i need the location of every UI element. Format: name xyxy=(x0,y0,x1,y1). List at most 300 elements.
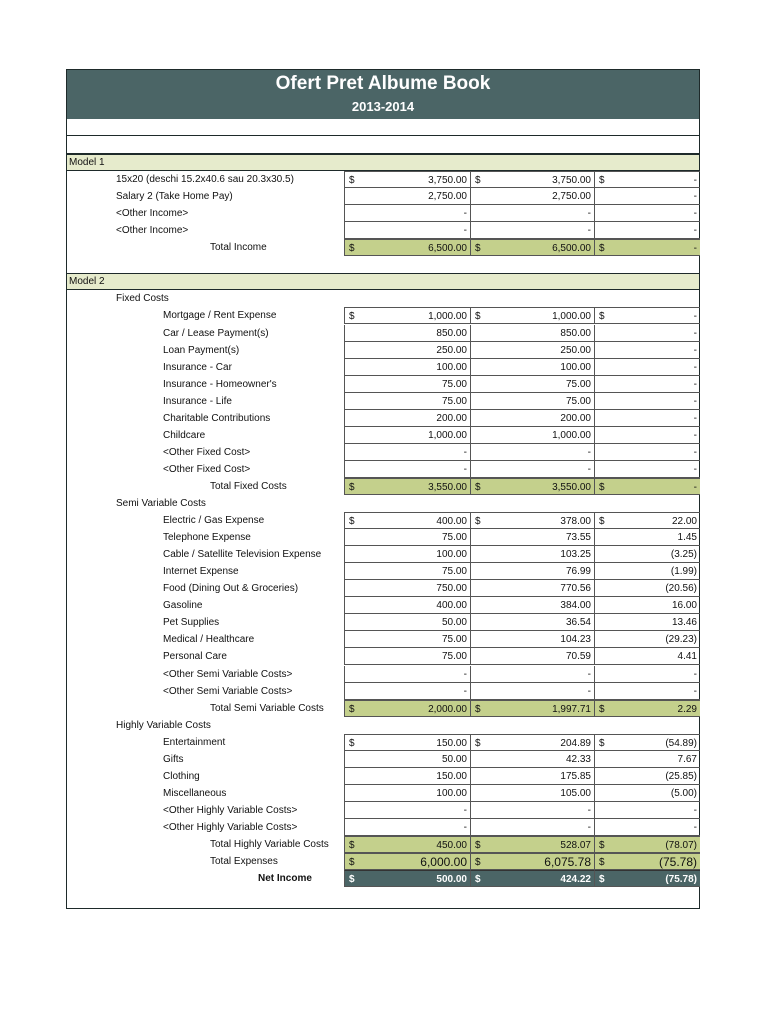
value-cells xyxy=(344,631,700,648)
value-cells xyxy=(344,700,700,717)
currency-symbol: $ xyxy=(475,737,481,749)
cell-value: 400.00 xyxy=(436,600,467,612)
row-label: Telephone Expense xyxy=(163,532,251,544)
cell-value: 200.00 xyxy=(436,412,467,424)
cell-value: (1.99) xyxy=(670,566,697,578)
actual-cell[interactable] xyxy=(470,785,594,802)
net-income-row xyxy=(67,870,699,887)
difference-cell[interactable] xyxy=(594,785,700,802)
currency-symbol: $ xyxy=(349,243,355,255)
row-label: <Other Highly Variable Costs> xyxy=(163,821,298,833)
difference-cell[interactable] xyxy=(594,410,700,427)
cell-value: - xyxy=(463,821,467,833)
difference-cell[interactable] xyxy=(594,427,700,444)
budget-cell[interactable] xyxy=(344,512,470,529)
row-label: <Other Highly Variable Costs> xyxy=(163,804,298,816)
difference-cell[interactable] xyxy=(594,631,700,648)
currency-symbol: $ xyxy=(349,840,355,851)
table-row xyxy=(67,768,699,785)
actual-cell[interactable] xyxy=(470,648,594,665)
cell-value: 75.00 xyxy=(441,566,467,578)
budget-cell[interactable] xyxy=(344,870,470,887)
row-label: Loan Payment(s) xyxy=(163,344,240,356)
actual-cell[interactable] xyxy=(470,546,594,563)
difference-cell[interactable] xyxy=(594,342,700,359)
table-row xyxy=(67,529,699,546)
cell-value: - xyxy=(587,804,591,816)
value-cells xyxy=(344,734,700,751)
cell-value: 75.00 xyxy=(565,378,591,390)
cell-value: 1,997.71 xyxy=(552,703,591,715)
cell-value: 2,000.00 xyxy=(428,703,467,715)
currency-symbol: $ xyxy=(599,703,605,715)
cell-value: 2.29 xyxy=(677,703,697,715)
cell-value: - xyxy=(587,463,591,475)
row-label: Electric / Gas Expense xyxy=(163,515,265,527)
actual-cell[interactable] xyxy=(470,597,594,614)
budget-cell[interactable] xyxy=(344,734,470,751)
actual-cell[interactable] xyxy=(470,853,594,870)
value-cells xyxy=(344,648,700,665)
table-row xyxy=(67,580,699,597)
difference-cell[interactable] xyxy=(594,478,700,495)
row-label: <Other Income> xyxy=(116,225,189,237)
difference-cell[interactable] xyxy=(594,393,700,410)
actual-cell[interactable] xyxy=(470,700,594,717)
cell-value: 850.00 xyxy=(560,327,591,339)
total-row xyxy=(67,836,699,853)
cell-value: (29.23) xyxy=(665,634,697,646)
value-cells xyxy=(344,410,700,427)
row-label: Mortgage / Rent Expense xyxy=(163,310,277,322)
value-cells xyxy=(344,427,700,444)
value-cells xyxy=(344,478,700,495)
cell-value: 528.07 xyxy=(560,840,591,851)
row-label: Car / Lease Payment(s) xyxy=(163,327,269,339)
cell-value: 75.00 xyxy=(441,532,467,544)
difference-cell[interactable] xyxy=(594,546,700,563)
value-cells xyxy=(344,785,700,802)
cell-value: 75.00 xyxy=(441,634,467,646)
total-row xyxy=(67,700,699,717)
table-row xyxy=(67,171,699,188)
actual-cell[interactable] xyxy=(470,205,594,222)
cell-value: (75.78) xyxy=(665,874,697,886)
cell-value: - xyxy=(693,344,697,356)
currency-symbol: $ xyxy=(475,874,481,886)
difference-cell[interactable] xyxy=(594,512,700,529)
row-label: Highly Variable Costs xyxy=(116,719,211,731)
table-row xyxy=(67,325,699,342)
table-row xyxy=(67,734,699,751)
actual-cell[interactable] xyxy=(470,444,594,461)
budget-cell[interactable] xyxy=(344,427,470,444)
currency-symbol: $ xyxy=(475,243,481,255)
row-label: Insurance - Homeowner's xyxy=(163,378,277,390)
budget-cell[interactable] xyxy=(344,342,470,359)
currency-symbol: $ xyxy=(599,175,605,187)
actual-cell[interactable] xyxy=(470,768,594,785)
actual-cell[interactable] xyxy=(470,614,594,631)
difference-cell[interactable] xyxy=(594,597,700,614)
actual-cell[interactable] xyxy=(470,188,594,205)
cell-value: 103.25 xyxy=(560,549,591,561)
budget-cell[interactable] xyxy=(344,648,470,665)
value-cells xyxy=(344,836,700,853)
difference-cell[interactable] xyxy=(594,563,700,580)
cell-value: 6,075.78 xyxy=(544,855,591,870)
currency-symbol: $ xyxy=(599,737,605,749)
row-label: Entertainment xyxy=(163,736,226,748)
difference-cell[interactable] xyxy=(594,529,700,546)
budget-cell[interactable] xyxy=(344,614,470,631)
row-label: 15x20 (deschi 15.2x40.6 sau 20.3x30.5) xyxy=(116,174,294,186)
cell-value: 378.00 xyxy=(560,516,591,528)
budget-cell[interactable] xyxy=(344,359,470,376)
value-cells xyxy=(344,802,700,819)
budget-cell[interactable] xyxy=(344,802,470,819)
difference-cell[interactable] xyxy=(594,325,700,342)
currency-symbol: $ xyxy=(599,874,605,886)
value-cells xyxy=(344,546,700,563)
budget-cell[interactable] xyxy=(344,478,470,495)
currency-symbol: $ xyxy=(349,481,355,493)
value-cells xyxy=(344,580,700,597)
table-row xyxy=(67,222,699,239)
currency-symbol: $ xyxy=(349,516,355,528)
budget-cell[interactable] xyxy=(344,376,470,393)
cell-value: 75.00 xyxy=(441,395,467,407)
actual-cell[interactable] xyxy=(470,870,594,887)
cell-value: - xyxy=(693,191,697,203)
actual-cell[interactable] xyxy=(470,580,594,597)
actual-cell[interactable] xyxy=(470,819,594,836)
actual-cell[interactable] xyxy=(470,307,594,324)
cell-value: - xyxy=(693,685,697,697)
table-row xyxy=(67,751,699,768)
row-label: Total Highly Variable Costs xyxy=(210,839,329,850)
difference-cell[interactable] xyxy=(594,683,700,700)
budget-cell[interactable] xyxy=(344,597,470,614)
value-cells xyxy=(344,529,700,546)
budget-cell[interactable] xyxy=(344,188,470,205)
currency-symbol: $ xyxy=(475,857,481,869)
value-cells xyxy=(344,853,700,870)
blank-row xyxy=(67,256,699,273)
row-label: Model 1 xyxy=(69,157,105,168)
cell-value: 150.00 xyxy=(436,770,467,782)
difference-cell[interactable] xyxy=(594,648,700,665)
table-row xyxy=(67,307,699,324)
value-cells xyxy=(344,444,700,461)
cell-value: - xyxy=(693,804,697,816)
difference-cell[interactable] xyxy=(594,870,700,887)
cell-value: 2,750.00 xyxy=(428,191,467,203)
currency-symbol: $ xyxy=(599,481,605,493)
difference-cell[interactable] xyxy=(594,188,700,205)
cell-value: - xyxy=(693,395,697,407)
currency-symbol: $ xyxy=(349,737,355,749)
row-label: Clothing xyxy=(163,770,200,782)
cell-value: 100.00 xyxy=(436,787,467,799)
cell-value: 75.00 xyxy=(441,651,467,663)
currency-symbol: $ xyxy=(475,311,481,323)
budget-cell[interactable] xyxy=(344,546,470,563)
row-label: <Other Fixed Cost> xyxy=(163,463,251,475)
budget-cell[interactable] xyxy=(344,751,470,768)
value-cells xyxy=(344,768,700,785)
cell-value: - xyxy=(463,685,467,697)
budget-cell[interactable] xyxy=(344,307,470,324)
currency-symbol: $ xyxy=(349,311,355,323)
cell-value: - xyxy=(463,668,467,680)
actual-cell[interactable] xyxy=(470,512,594,529)
actual-cell[interactable] xyxy=(470,376,594,393)
cell-value: 500.00 xyxy=(436,874,467,886)
row-label: Total Income xyxy=(210,242,267,254)
difference-cell[interactable] xyxy=(594,853,700,870)
table-row xyxy=(67,205,699,222)
difference-cell[interactable] xyxy=(594,614,700,631)
row-label: Medical / Healthcare xyxy=(163,634,255,646)
row-label: Total Expenses xyxy=(210,856,278,868)
actual-cell[interactable] xyxy=(470,325,594,342)
actual-cell[interactable] xyxy=(470,393,594,410)
actual-cell[interactable] xyxy=(470,239,594,256)
actual-cell[interactable] xyxy=(470,171,594,188)
budget-cell[interactable] xyxy=(344,222,470,239)
currency-symbol: $ xyxy=(475,703,481,715)
difference-cell[interactable] xyxy=(594,819,700,836)
actual-cell[interactable] xyxy=(470,563,594,580)
currency-symbol: $ xyxy=(349,857,355,869)
budget-cell[interactable] xyxy=(344,205,470,222)
actual-cell[interactable] xyxy=(470,836,594,853)
cell-value: 750.00 xyxy=(436,583,467,595)
difference-cell[interactable] xyxy=(594,802,700,819)
total-row xyxy=(67,478,699,495)
row-label: Insurance - Car xyxy=(163,361,232,373)
budget-cell[interactable] xyxy=(344,529,470,546)
actual-cell[interactable] xyxy=(470,427,594,444)
difference-cell[interactable] xyxy=(594,359,700,376)
difference-cell[interactable] xyxy=(594,205,700,222)
row-label: Salary 2 (Take Home Pay) xyxy=(116,191,233,203)
table-row xyxy=(67,597,699,614)
budget-cell[interactable] xyxy=(344,819,470,836)
cell-value: (5.00) xyxy=(670,787,697,799)
actual-cell[interactable] xyxy=(470,683,594,700)
table-row xyxy=(67,631,699,648)
actual-cell[interactable] xyxy=(470,751,594,768)
table-row xyxy=(67,802,699,819)
cell-value: - xyxy=(693,327,697,339)
actual-cell[interactable] xyxy=(470,359,594,376)
difference-cell[interactable] xyxy=(594,734,700,751)
actual-cell[interactable] xyxy=(470,734,594,751)
row-label: Total Fixed Costs xyxy=(210,480,287,492)
cell-value: 6,500.00 xyxy=(428,243,467,255)
cell-value: 36.54 xyxy=(565,617,591,629)
currency-symbol: $ xyxy=(599,311,605,323)
difference-cell[interactable] xyxy=(594,461,700,478)
difference-cell[interactable] xyxy=(594,751,700,768)
difference-cell[interactable] xyxy=(594,444,700,461)
cell-value: 3,750.00 xyxy=(552,175,591,187)
budget-cell[interactable] xyxy=(344,836,470,853)
difference-cell[interactable] xyxy=(594,836,700,853)
actual-cell[interactable] xyxy=(470,342,594,359)
cell-value: - xyxy=(693,481,697,493)
difference-cell[interactable] xyxy=(594,666,700,683)
actual-cell[interactable] xyxy=(470,631,594,648)
subsection-row xyxy=(67,290,699,307)
value-cells xyxy=(344,597,700,614)
cell-value: - xyxy=(463,208,467,220)
budget-cell[interactable] xyxy=(344,853,470,870)
cell-value: 42.33 xyxy=(565,753,591,765)
section-row xyxy=(67,154,699,171)
cell-value: 3,550.00 xyxy=(428,481,467,493)
value-cells xyxy=(344,393,700,410)
cell-value: 3,750.00 xyxy=(428,175,467,187)
table-row xyxy=(67,188,699,205)
value-cells xyxy=(344,614,700,631)
budget-cell[interactable] xyxy=(344,768,470,785)
actual-cell[interactable] xyxy=(470,802,594,819)
difference-cell[interactable] xyxy=(594,307,700,324)
currency-symbol: $ xyxy=(599,243,605,255)
actual-cell[interactable] xyxy=(470,410,594,427)
cell-value: 22.00 xyxy=(671,516,697,528)
row-label: Insurance - Life xyxy=(163,395,232,407)
section-row xyxy=(67,273,699,290)
cell-value: 6,500.00 xyxy=(552,243,591,255)
value-cells xyxy=(344,205,700,222)
table-row xyxy=(67,819,699,836)
row-label: Miscellaneous xyxy=(163,787,227,799)
row-label: <Other Fixed Cost> xyxy=(163,446,251,458)
row-label: Net Income xyxy=(258,873,312,885)
currency-symbol: $ xyxy=(349,874,355,886)
actual-cell[interactable] xyxy=(470,222,594,239)
actual-cell[interactable] xyxy=(470,529,594,546)
budget-cell[interactable] xyxy=(344,325,470,342)
actual-cell[interactable] xyxy=(470,666,594,683)
cell-value: 100.00 xyxy=(560,361,591,373)
budget-cell[interactable] xyxy=(344,444,470,461)
cell-value: 100.00 xyxy=(436,361,467,373)
cell-value: - xyxy=(693,243,697,255)
row-label: Model 2 xyxy=(69,276,105,288)
currency-symbol: $ xyxy=(599,857,605,869)
value-cells xyxy=(344,819,700,836)
currency-symbol: $ xyxy=(599,516,605,528)
table-row xyxy=(67,648,699,665)
difference-cell[interactable] xyxy=(594,222,700,239)
budget-rows xyxy=(67,70,699,908)
budget-cell[interactable] xyxy=(344,683,470,700)
budget-cell[interactable] xyxy=(344,563,470,580)
table-row xyxy=(67,342,699,359)
currency-symbol: $ xyxy=(475,175,481,187)
value-cells xyxy=(344,239,700,256)
difference-cell[interactable] xyxy=(594,700,700,717)
table-row xyxy=(67,546,699,563)
budget-cell[interactable] xyxy=(344,785,470,802)
cell-value: 100.00 xyxy=(436,549,467,561)
difference-cell[interactable] xyxy=(594,376,700,393)
currency-symbol: $ xyxy=(349,703,355,715)
difference-cell[interactable] xyxy=(594,768,700,785)
value-cells xyxy=(344,563,700,580)
value-cells xyxy=(344,325,700,342)
budget-cell[interactable] xyxy=(344,171,470,188)
row-label: Pet Supplies xyxy=(163,617,220,629)
currency-symbol: $ xyxy=(475,840,481,851)
subsection-row xyxy=(67,717,699,734)
cell-value: - xyxy=(693,175,697,187)
cell-value: 75.00 xyxy=(565,395,591,407)
budget-cell[interactable] xyxy=(344,410,470,427)
budget-cell[interactable] xyxy=(344,239,470,256)
cell-value: - xyxy=(693,361,697,373)
budget-cell[interactable] xyxy=(344,461,470,478)
row-label: Charitable Contributions xyxy=(163,412,271,424)
difference-cell[interactable] xyxy=(594,580,700,597)
cell-value: 424.22 xyxy=(560,874,591,886)
cell-value: - xyxy=(693,446,697,458)
currency-symbol: $ xyxy=(475,481,481,493)
cell-value: 3,550.00 xyxy=(552,481,591,493)
cell-value: 450.00 xyxy=(436,840,467,851)
row-label: Gifts xyxy=(163,753,184,765)
actual-cell[interactable] xyxy=(470,461,594,478)
row-label: Fixed Costs xyxy=(116,293,169,305)
currency-symbol: $ xyxy=(475,516,481,528)
value-cells xyxy=(344,188,700,205)
currency-symbol: $ xyxy=(599,840,605,851)
cell-value: 76.99 xyxy=(565,566,591,578)
budget-cell[interactable] xyxy=(344,631,470,648)
budget-cell[interactable] xyxy=(344,666,470,683)
cell-value: - xyxy=(587,225,591,237)
difference-cell[interactable] xyxy=(594,171,700,188)
table-row xyxy=(67,359,699,376)
budget-cell[interactable] xyxy=(344,580,470,597)
actual-cell[interactable] xyxy=(470,478,594,495)
row-label: <Other Income> xyxy=(116,208,189,220)
cell-value: 16.00 xyxy=(671,600,697,612)
cell-value: - xyxy=(693,378,697,390)
row-label: Gasoline xyxy=(163,600,203,612)
value-cells xyxy=(344,870,700,887)
total-row xyxy=(67,853,699,870)
cell-value: 770.56 xyxy=(560,583,591,595)
value-cells xyxy=(344,376,700,393)
difference-cell[interactable] xyxy=(594,239,700,256)
value-cells xyxy=(344,666,700,683)
cell-value: 105.00 xyxy=(560,787,591,799)
cell-value: - xyxy=(693,429,697,441)
value-cells xyxy=(344,307,700,324)
budget-cell[interactable] xyxy=(344,700,470,717)
cell-value: 50.00 xyxy=(441,753,467,765)
budget-cell[interactable] xyxy=(344,393,470,410)
cell-value: - xyxy=(693,208,697,220)
value-cells xyxy=(344,751,700,768)
cell-value: (54.89) xyxy=(665,737,697,749)
